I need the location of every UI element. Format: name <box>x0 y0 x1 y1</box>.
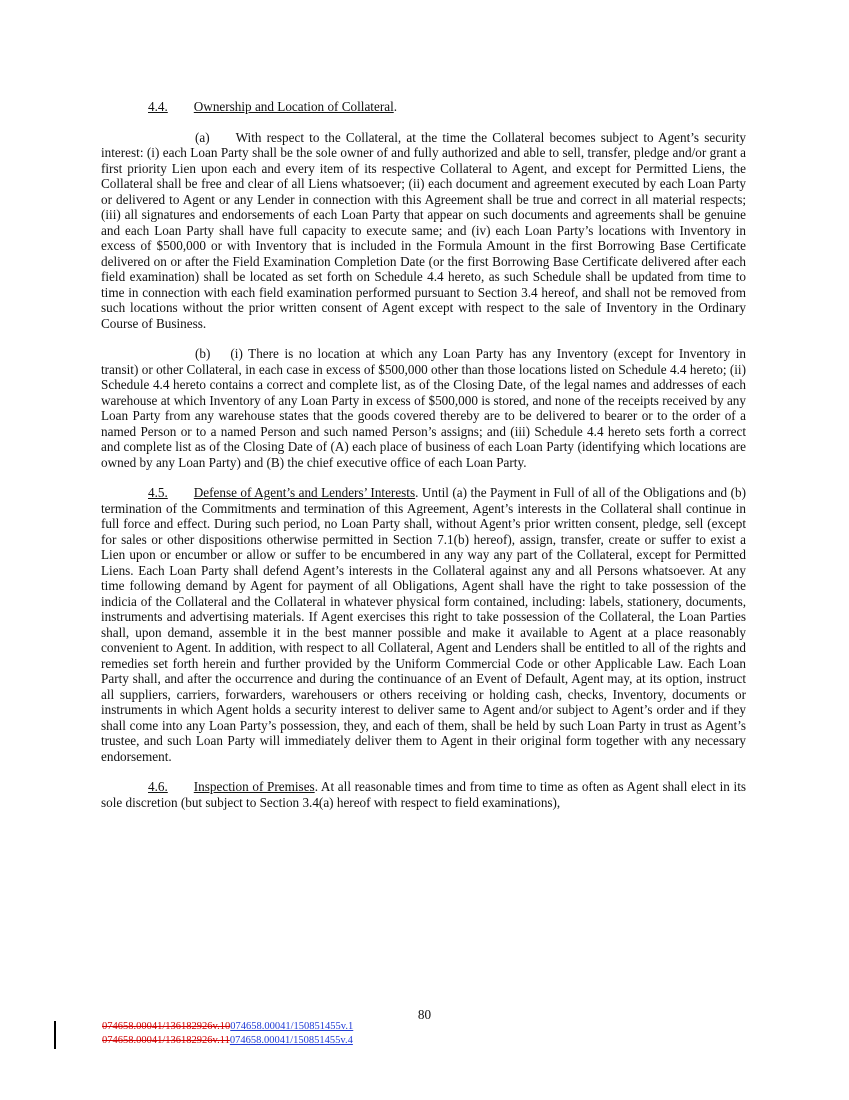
footer-line-2 <box>102 1034 353 1048</box>
section-4-5 <box>101 485 746 764</box>
section-4-6-title: Inspection of Premises <box>193 779 315 794</box>
section-4-4-paragraph-a <box>101 130 746 332</box>
document-footer <box>102 1020 353 1048</box>
section-4-5-text: . Until (a) the Payment in Full of all of the Obligations and (b) termination of the Commitments and termination of this Agreement, Agent’s interests in the Collateral shall continue in full force and effect. During such period, no Loan Party shall, without Agent’s prior written consent, pledge, sell (except for sales or other dispositions otherwise permitted in Section 7.1(b) hereof), assign, transfer, create or suffer to exist a Lien upon or encumber or allow or suffer to be encumbered in any way any part of the Collateral, except for Permitted Liens. Each Loan Party shall defend Agent’s interests in the Collateral against any and all Persons whatsoever. At any time following demand by Agent for payment of all Obligations, Agent shall have the right to take possession of the indicia of the Collateral and the Collateral in whatever physical form contained, including: labels, stationery, documents, instruments and advertising materials. If Agent exercises this right to take possession of the Collateral, the Loan Parties shall, upon demand, assemble it in the best manner possible and make it available to Agent at a place reasonably convenient to Agent. In addition, with respect to all Collateral, Agent and Lenders shall be entitled to all of the rights and remedies set forth herein and further provided by the Uniform Commercial Code or other Applicable Law. Each Loan Party shall, and after the occurrence and during the continuance of an Event of Default, Agent may, at its option, instruct all suppliers, carriers, forwarders, warehousers or others receiving or holding cash, checks, Inventory, documents or instruments in which Agent holds a security interest to deliver same to Agent and/or subject to Agent’s order and if they shall come into any Loan Party’s possession, they, and each of them, shall be held by such Loan Party in trust as Agent’s trustee, and such Loan Party will immediately deliver them to Agent in their original form together with any necessary endorsement. <box>101 485 746 764</box>
section-4-4-paragraph-b <box>101 346 746 470</box>
footer-line-1 <box>102 1020 353 1034</box>
section-4-6 <box>101 779 746 810</box>
page-number: 80 <box>417 1007 432 1022</box>
page-body <box>101 99 746 825</box>
footer-inserted-id-1: 074658.00041/150851455v.1 <box>230 1021 354 1032</box>
section-4-6-text: . At all reasonable times and from time to time as often as Agent shall elect in its sole discretion (but subject to Section 3.4(a) hereof with respect to field examinations), <box>101 779 746 810</box>
section-4-5-title: Defense of Agent’s and Lenders’ Interests <box>193 485 416 500</box>
footer-deleted-id-1: 074658.00041/136182926v.10 <box>102 1021 231 1032</box>
section-4-4-title-end: . <box>393 99 398 114</box>
paragraph-b-text: (i) There is no location at which any Loan Party has any Inventory (except for Inventory in transit) or other Collateral, in each case in excess of $500,000 other than those locations listed on Schedule 4.4 hereto; (ii) Schedule 4.4 hereto contains a correct and complete list, as of the Closing Date, of the legal names and addresses of each warehouse at which Inventory of any Loan Party in excess of $500,000 is stored, and none of the receipts received by any Loan Party from any warehouse states that the goods covered thereby are to be delivered to bearer or to the order of a named Person or to a named Person and such named Person’s assigns; and (iii) Schedule 4.4 hereto sets forth a correct and complete list as of the Closing Date of (A) each place of business of each Loan Party (identifying which locations are owned by any Loan Party) and (B) the chief executive office of each Loan Party. <box>101 346 746 470</box>
paragraph-a-label: (a) <box>195 129 210 145</box>
footer-inserted-id-2: 074658.00041/150851455v.4 <box>229 1035 353 1046</box>
change-bar <box>54 1021 56 1049</box>
paragraph-b-label: (b) <box>195 346 211 361</box>
paragraph-a-text: With respect to the Collateral, at the time the Collateral becomes subject to Agent’s security interest: (i) each Loan Party shall be the sole owner of and fully authorized and able to sell, transfer, pledge and/or grant a first priority Lien upon each and every item of its respective Collateral to Agent, and except for Permitted Liens, the Collateral shall be free and clear of all Liens whatsoever; (ii) each document and agreement executed by each Loan Party or delivered to Agent or any Lender in connection with this Agreement shall be true and correct in all material respects; (iii) all signatures and endorsements of each Loan Party that appear on such documents and agreements shall be genuine and each Loan Party shall have full capacity to execute same; and (iv) each Loan Party’s locations with Inventory in excess of $500,000 or with Inventory that is included in the Formula Amount in the first Borrowing Base Certificate delivered on or after the Field Examination Completion Date (or the first Borrowing Base Certificate delivered after each field examination) shall be located as set forth on Schedule 4.4 hereto, as such Schedule shall be updated from time to time in connection with each field examination performed pursuant to Section 3.4 hereof, and shall not be removed from such locations without the prior written consent of Agent except with respect to the sale of Inventory in the Ordinary Course of Business. <box>101 129 746 331</box>
section-4-4-number: 4.4. <box>148 99 168 114</box>
footer-deleted-id-2: 074658.00041/136182926v.11 <box>102 1035 230 1046</box>
section-4-4-heading <box>101 99 746 115</box>
section-4-6-number: 4.6. <box>148 779 168 794</box>
section-4-4-title: Ownership and Location of Collateral <box>193 99 394 114</box>
section-4-5-number: 4.5. <box>148 485 168 500</box>
